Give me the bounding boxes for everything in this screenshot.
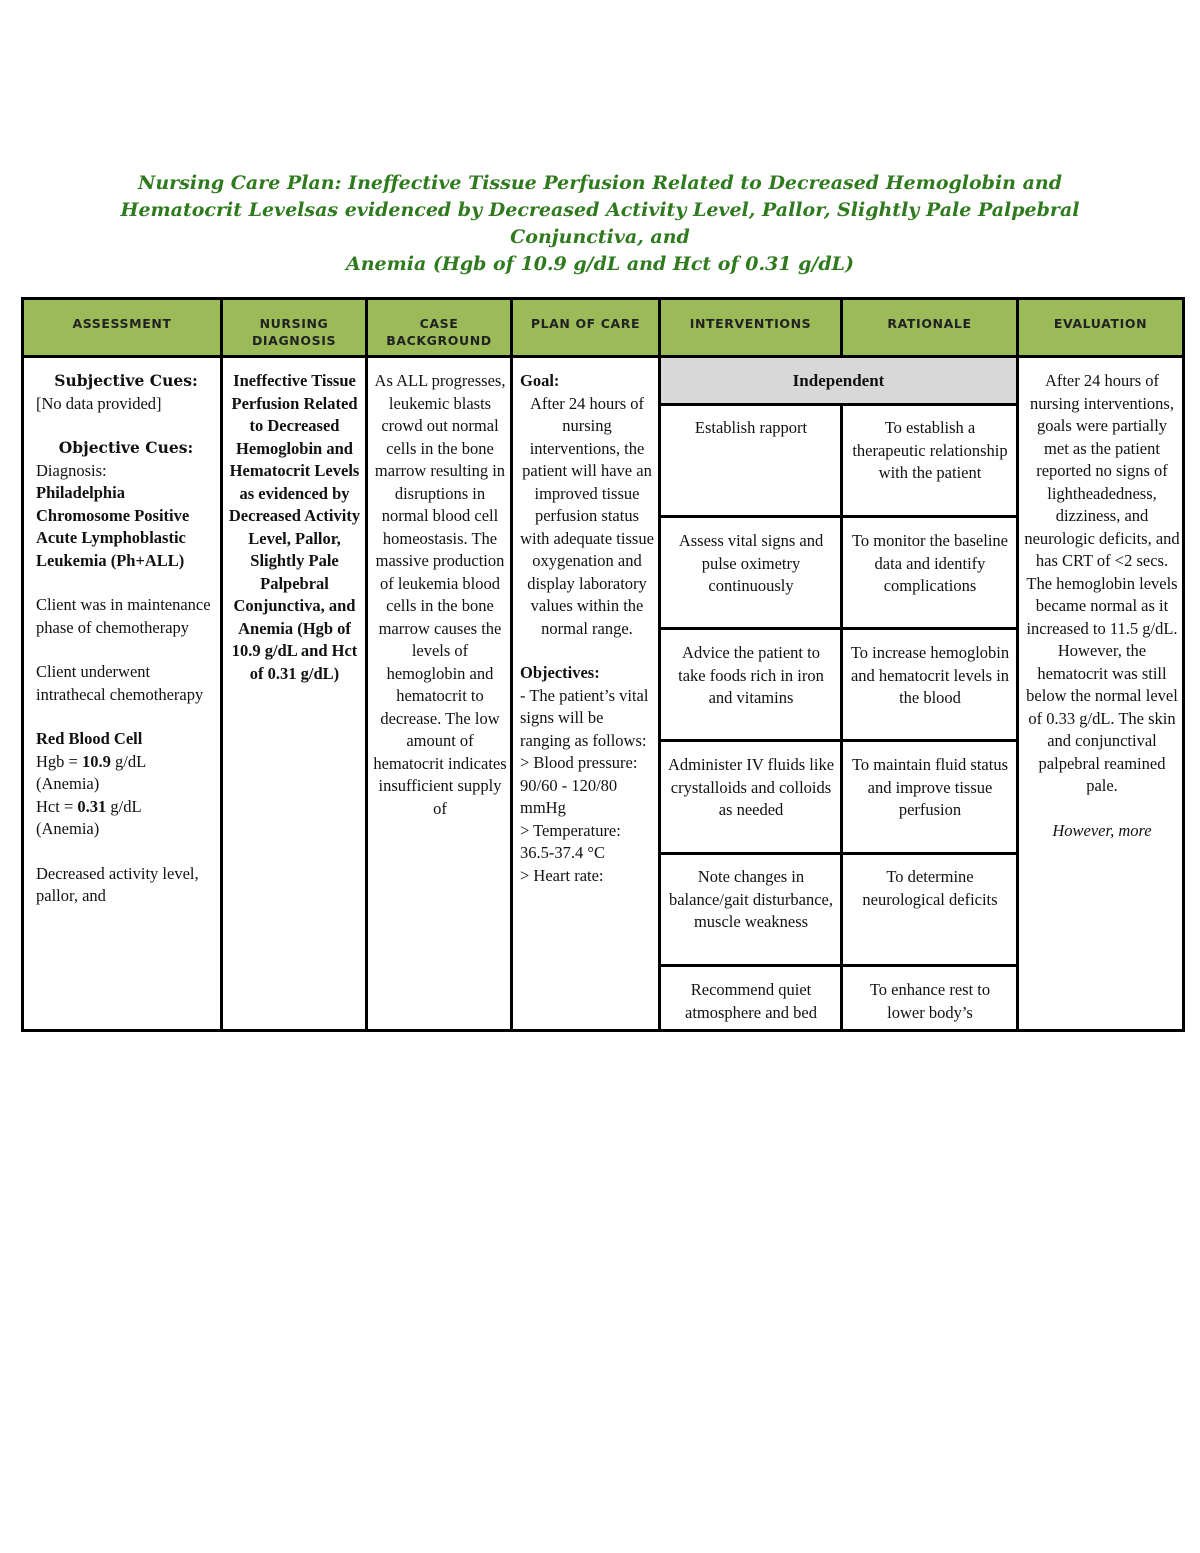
hr-range: > Heart rate:	[520, 865, 604, 885]
column-divider	[658, 300, 661, 1029]
bp-range: > Blood pressure: 90/60 - 120/80 mmHg	[520, 753, 638, 817]
row-divider	[661, 852, 1016, 855]
subjective-value: [No data provided]	[36, 393, 162, 413]
intrathecal-note: Client underwent intrathecal chemotherapy	[36, 662, 204, 704]
hgb-line: Hgb = 10.9 g/dL	[36, 751, 147, 771]
evaluation-cell	[1024, 370, 1180, 842]
plan-of-care-cell	[520, 370, 654, 887]
maintenance-note: Client was in maintenance phase of chemotherapy	[36, 595, 211, 637]
goal-label: Goal:	[520, 371, 560, 390]
column-divider	[1016, 300, 1019, 1029]
column-divider	[510, 300, 513, 1029]
intervention-3: Advice the patient to take foods rich in iron and vitamins	[678, 643, 824, 707]
row-divider	[661, 627, 1016, 630]
row-divider	[661, 515, 1016, 518]
rationale-1: To establish a therapeutic relationship with the patient	[852, 418, 1008, 482]
row-divider	[661, 403, 1016, 406]
title-line-2: Hematocrit Levelsas evidenced by Decreased Activity Level, Pallor, Slightly Pale Palpebral	[120, 199, 1080, 221]
care-plan-table	[21, 297, 1185, 1032]
objective-label: Objective Cues:	[58, 438, 194, 457]
intervention-1: Establish rapport	[694, 418, 808, 437]
hgb-note: (Anemia)	[36, 774, 100, 793]
objectives-label: Objectives:	[520, 663, 600, 682]
intervention-5: Note changes in balance/gait disturbance, muscle weakness	[668, 867, 833, 931]
assessment-cell	[36, 370, 216, 908]
goal-text: After 24 hours of nursing interventions, the patient will have an improved tissue perfusion status with adequate tissue oxygenation and display laboratory values within the normal range.	[520, 393, 654, 638]
rationale-3: To increase hemoglobin and hematocrit levels in the blood	[850, 643, 1010, 707]
case-background-cell: As ALL progresses, leukemic blasts crowd out normal cells in the bone marrow resulting in disruptions in normal blood cell homeostasis. The massive production of leukemia blood cells in the bone marrow causes the levels of hemoglobin and hematocrit to decrease. The low amount of hematocrit indicates insufficient supply of	[373, 371, 507, 818]
title-line-3: Conjunctiva, and	[510, 226, 690, 248]
temp-range: > Temperature: 36.5-37.4 °C	[520, 820, 621, 862]
evaluation-text: After 24 hours of nursing interventions, goals were partially met as the patient reported no signs of lightheadedness, dizziness, and neurologic deficits, and has CRT of <2 secs. The hemoglobin levels became normal as it increased to 11.5 g/dL. However, the hematocrit was still below the normal level of 0.33 g/dL. The skin and conjunctival palpebral reamined pale.	[1024, 371, 1180, 795]
rationale-6: To enhance rest to lower body’s	[869, 980, 991, 1022]
header-nursing-diagnosis: NURSING DIAGNOSIS	[251, 316, 337, 348]
intervention-2: Assess vital signs and pulse oximetry continuously	[678, 531, 824, 595]
intervention-6: Recommend quiet atmosphere and bed	[685, 980, 817, 1022]
diagnosis-value: Philadelphia Chromosome Positive Acute Lymphoblastic Leukemia (Ph+ALL)	[36, 483, 190, 570]
row-divider	[661, 964, 1016, 967]
rbc-label: Red Blood Cell	[36, 729, 143, 748]
rationale-2: To monitor the baseline data and identify complications	[851, 531, 1009, 595]
independent-banner: Independent	[661, 358, 1016, 403]
rationale-5: To determine neurological deficits	[862, 867, 998, 909]
objectives-text: - The patient’s vital signs will be ranging as follows:	[520, 685, 649, 750]
subjective-label: Subjective Cues:	[54, 371, 198, 390]
column-divider	[220, 300, 223, 1029]
header-plan-of-care: PLAN OF CARE	[530, 316, 641, 331]
column-divider	[365, 300, 368, 1029]
document-title	[0, 170, 1200, 278]
row-divider	[661, 739, 1016, 742]
hct-note: (Anemia)	[36, 819, 100, 838]
title-line-1: Nursing Care Plan: Ineffective Tissue Perfusion Related to Decreased Hemoglobin and	[137, 172, 1063, 194]
header-case-background: CASE BACKGROUND	[386, 316, 492, 348]
decreased-activity-note: Decreased activity level, pallor, and	[36, 863, 199, 905]
nursing-diagnosis-cell: Ineffective Tissue Perfusion Related to Decreased Hemoglobin and Hematocrit Levels as evidenced by Decreased Activity Level, Pallor, Slightly Pale Palpebral Conjunctiva, and Anemia (Hgb of 10.9 g/dL and Hct of 0.31 g/dL)	[228, 371, 361, 683]
header-rationale: RATIONALE	[887, 316, 972, 331]
header-evaluation: EVALUATION	[1053, 316, 1148, 331]
header-assessment: ASSESSMENT	[72, 316, 172, 331]
intervention-4: Administer IV fluids like crystalloids and colloids as needed	[667, 755, 835, 819]
rationale-4: To maintain fluid status and improve tissue perfusion	[851, 755, 1009, 819]
diagnosis-label: Diagnosis:	[36, 460, 107, 480]
evaluation-continued: However, more	[1052, 820, 1152, 840]
hct-line: Hct = 0.31 g/dL	[36, 796, 142, 816]
title-line-4: Anemia (Hgb of 10.9 g/dL and Hct of 0.31 g/dL)	[346, 253, 854, 275]
header-interventions: INTERVENTIONS	[689, 316, 812, 331]
column-divider	[840, 300, 843, 1029]
